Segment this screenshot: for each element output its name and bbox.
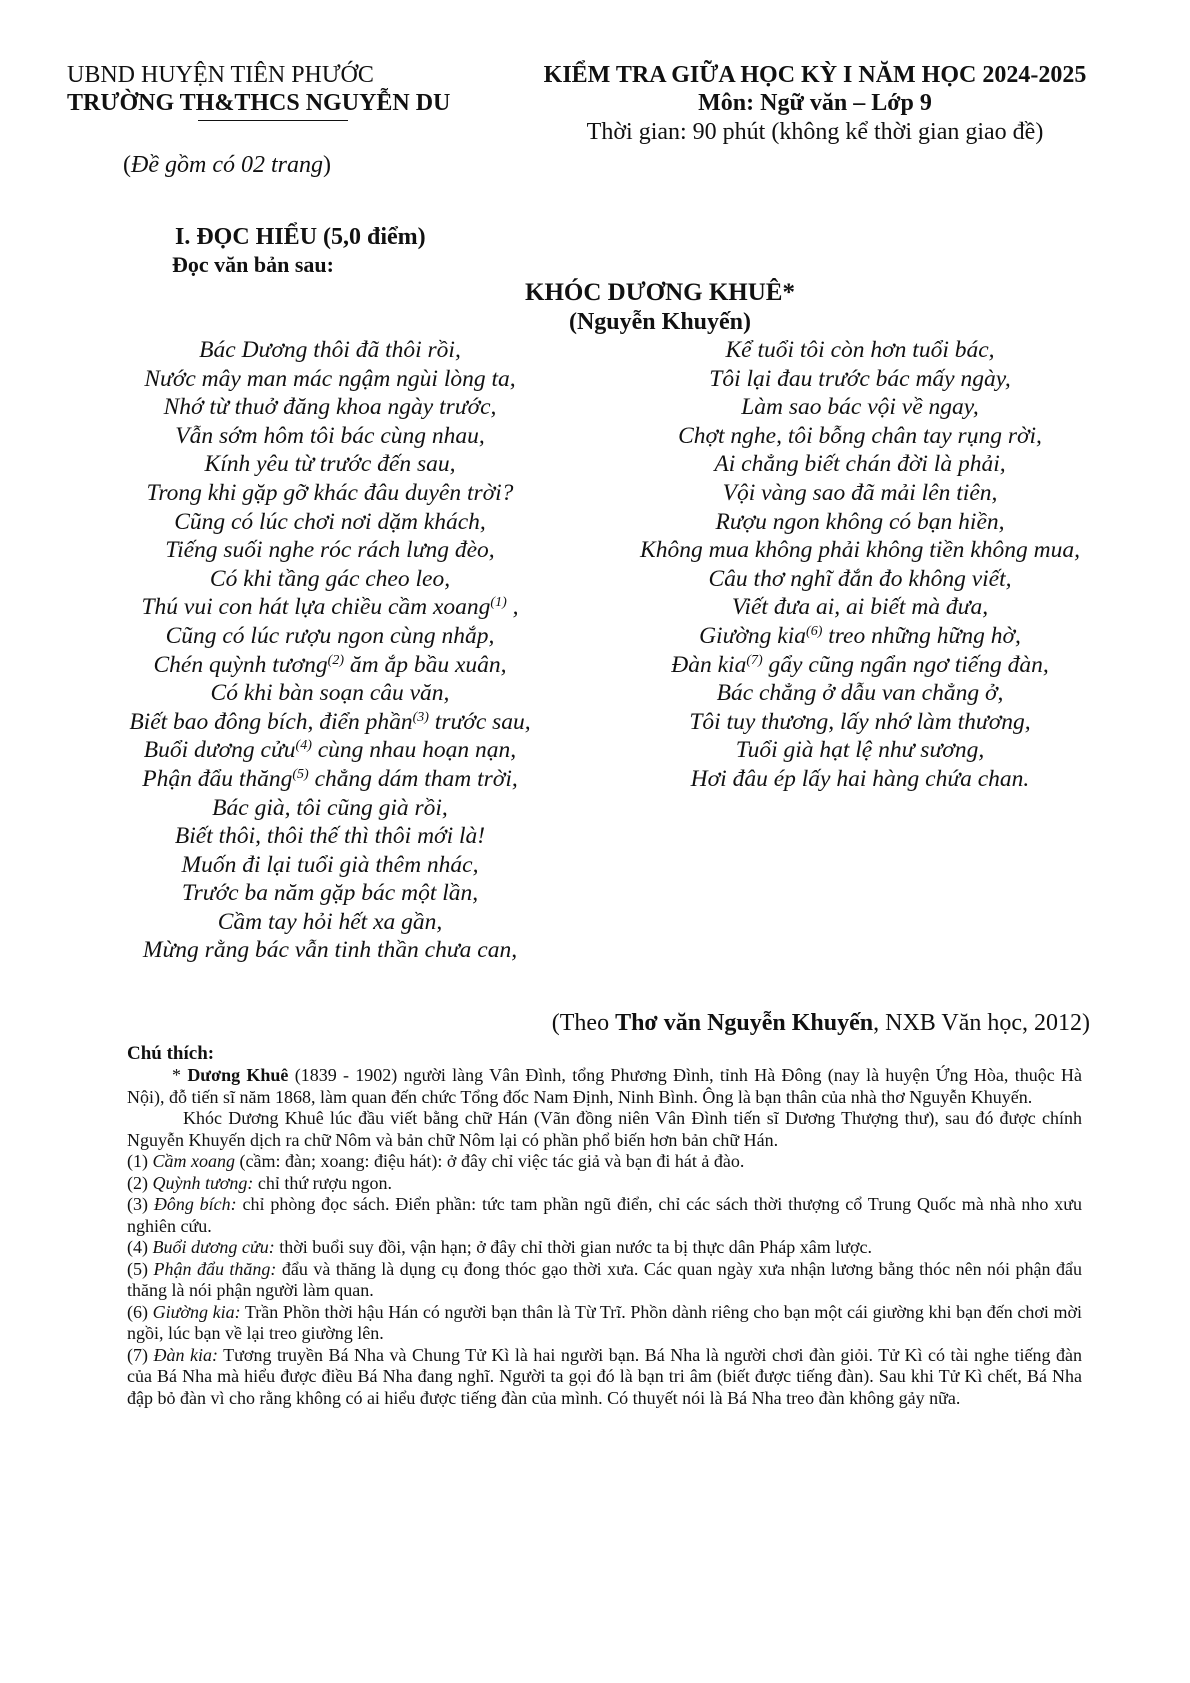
poem-line [590, 593, 1130, 622]
poem-line-text: Biết bao đông bích, điển phần [129, 708, 413, 735]
footnote-item [127, 1345, 1082, 1410]
footnote-term: Đông bích: [153, 1194, 237, 1214]
poem-line-text: Cầm tay hỏi hết xa gần, [217, 908, 443, 935]
poem-line-text: Tuổi già hạt lệ như sương, [735, 737, 985, 764]
note-origin: Khóc Dương Khuê lúc đầu viết bằng chữ Hán (Vãn đồng niên Vân Đình tiến sĩ Dương Thượng thư), sau đó được chính Nguyễn Khuyến dịch ra chữ Nôm và bản chữ Nôm lại có phần phổ biến hơn bản chữ Hán. [127, 1108, 1082, 1150]
footnote-number: (1) [127, 1151, 153, 1171]
poem-line [590, 450, 1130, 479]
section-instruction: Đọc văn bản sau: [172, 252, 334, 277]
poem-line [590, 336, 1130, 365]
poem-line [590, 536, 1130, 565]
note-star-name: Dương Khuê [187, 1065, 289, 1085]
footnote-item [127, 1259, 1082, 1302]
footnote-marker: (1) [490, 595, 507, 611]
poem-line-text: Đàn kia [671, 651, 747, 678]
poem-line-text: Cũng có lúc chơi nơi dặm khách, [174, 508, 486, 535]
poem-line-text: Biết thôi, thôi thế thì thôi mới là! [174, 823, 486, 850]
footnote-marker: (7) [746, 652, 763, 668]
poem-line [590, 422, 1130, 451]
poem-line [40, 851, 620, 880]
poem-line-text: Bác Dương thôi đã thôi rồi, [199, 337, 461, 363]
poem-line [590, 622, 1130, 651]
poem-line-text: Giường kia [699, 622, 807, 649]
footnote-marker: (4) [295, 738, 312, 754]
exam-title: KIỂM TRA GIỮA HỌC KỲ I NĂM HỌC 2024-2025 [543, 62, 1087, 88]
poem-line-text-after: gẩy cũng ngẩn ngơ tiếng đàn, [762, 651, 1049, 678]
footnote-term: Quỳnh tương: [152, 1172, 254, 1193]
poem-line [590, 679, 1130, 708]
poem-column-right [590, 336, 1130, 794]
footnote-term: Phận đẩu thăng: [153, 1258, 277, 1279]
footnote-number: (4) [127, 1237, 153, 1257]
poem-line [40, 479, 620, 508]
poem-line [40, 536, 620, 565]
poem-line-text: Thú vui con hát lựa chiều cầm xoang [141, 594, 491, 621]
poem-line-text: Tiếng suối nghe róc rách lưng đèo, [165, 537, 495, 564]
poem-line [40, 593, 620, 622]
poem-column-left [40, 336, 620, 965]
footnote-item [127, 1151, 1082, 1173]
poem-line-text: Có khi bàn soạn câu văn, [210, 680, 450, 707]
poem-line [40, 936, 620, 965]
source-prefix: (Theo [551, 1010, 616, 1036]
district-name: UBND HUYỆN TIÊN PHƯỚC [67, 62, 374, 88]
poem-line [40, 765, 620, 794]
poem-line-text-after: treo những hững hờ, [822, 622, 1021, 649]
poem-line-text: Làm sao bác vội về ngay, [741, 394, 979, 421]
poem-line-text: Trong khi gặp gỡ khác đâu duyên trời? [146, 479, 514, 506]
footnote-item [127, 1237, 1082, 1259]
poem-line [40, 794, 620, 823]
poem-line-text: Kính yêu từ trước đến sau, [204, 451, 456, 478]
poem-line-text: Nước mây man mác ngậm ngùi lòng ta, [144, 365, 516, 392]
footnote-term: Giường kia: [152, 1301, 241, 1322]
poem-line [40, 908, 620, 937]
notes-block [127, 1065, 1082, 1409]
poem-line-text: Viết đưa ai, ai biết mà đưa, [731, 594, 989, 621]
poem-line [40, 879, 620, 908]
poem-line-text: Phận đẩu thăng [142, 765, 293, 792]
footnote-item [127, 1194, 1082, 1237]
footnote-number: (7) [127, 1344, 154, 1365]
poem-line-text: Bác chẳng ở dẫu van chẳng ở, [716, 680, 1004, 707]
source-suffix: , NXB Văn học, 2012) [873, 1010, 1090, 1036]
poem-line [40, 508, 620, 537]
poem-line [590, 708, 1130, 737]
poem-line [590, 565, 1130, 594]
footnote-text: (cầm: đàn; xoang: điệu hát): ở đây chỉ việc tác giả và bạn đi hát ả đào. [235, 1151, 745, 1171]
poem-line-text-after: chẳng dám tham trời, [308, 765, 518, 792]
footnote-number: (3) [127, 1194, 154, 1214]
poem-line [40, 736, 620, 765]
poem-line-text: Có khi tầng gác cheo leo, [209, 565, 451, 592]
poem-line [590, 393, 1130, 422]
poem-line [40, 679, 620, 708]
poem-source [552, 1008, 1090, 1038]
poem-line-text: Chén quỳnh tương [153, 651, 328, 678]
poem-line-text: Vội vàng sao đã mải lên tiên, [722, 479, 998, 506]
poem-line-text: Bác già, tôi cũng già rồi, [212, 794, 448, 821]
footnote-item [127, 1173, 1082, 1195]
poem-line [590, 365, 1130, 394]
footnote-term: Buổi dương cửu: [152, 1237, 275, 1257]
poem-line-text: Không mua không phải không tiền không mua, [640, 537, 1080, 564]
poem-line-text-after: , [506, 594, 519, 621]
footnote-term: Cầm xoang [152, 1151, 235, 1171]
poem-line-text: Cũng có lúc rượu ngon cùng nhắp, [165, 622, 495, 649]
footnote-text: Tương truyền Bá Nha và Chung Tử Kì là hai người bạn. Bá Nha là người chơi đàn giỏi. Tử Kì có tài nghe tiếng đàn của Bá Nha mà hiểu được điều Bá Nha đang nghĩ. Người ta gọi đó là bạn tri âm (biết được tiếng đàn). Sau khi Tử Kì chết, Bá Nha đập bỏ đàn vì cho rằng không có ai hiểu được tiếng đàn của mình. Có thuyết nói là Bá Nha treo đàn không gảy nữa. [127, 1344, 1082, 1408]
pages-note: (Đề gồm có 02 trang) [123, 152, 331, 178]
poem-line [40, 565, 620, 594]
note-star [127, 1065, 1082, 1108]
poem-line-text: Buổi dương cửu [143, 737, 296, 764]
school-underline [198, 120, 348, 121]
poem-line-text-after: cùng nhau hoạn nạn, [311, 737, 517, 764]
poem-line-text: Vẫn sớm hôm tôi bác cùng nhau, [175, 422, 485, 449]
footnote-item [127, 1302, 1082, 1345]
exam-time: Thời gian: 90 phút (không kể thời gian giao đề) [586, 119, 1044, 145]
note-star-text: (1839 - 1902) người làng Vân Đình, tổng Phương Đình, tỉnh Hà Đông (nay là huyện Ứng Hòa, thuộc Hà Nội), đỗ tiến sĩ năm 1868, làm quan đến chức Tổng đốc Nam Định, Ninh Bình. Ông là bạn thân của nhà thơ Nguyễn Khuyến. [127, 1065, 1082, 1107]
footnote-text: chỉ phòng đọc sách. Điển phần: tức tam phần ngũ điển, chỉ các sách thời thượng cổ Trung Quốc mà nhà nho xưu nghiên cứu. [127, 1194, 1083, 1236]
poem-line [590, 479, 1130, 508]
poem-line [40, 651, 620, 680]
poem-line-text: Kể tuổi tôi còn hơn tuổi bác, [725, 337, 995, 363]
footnote-number: (2) [127, 1172, 153, 1193]
poem-line-text: Muốn đi lại tuổi già thêm nhác, [181, 851, 479, 878]
poem-line-text-after: ăm ắp bầu xuân, [343, 651, 507, 678]
poem-line-text: Ai chẳng biết chán đời là phải, [714, 451, 1006, 478]
pages-note-text: Đề gồm có 02 trang [131, 152, 323, 178]
footnote-text: chỉ thứ rượu ngon. [253, 1172, 392, 1193]
footnote-marker: (2) [327, 652, 344, 668]
footnote-text: đẩu và thăng là dụng cụ đong thóc gạo thời xưa. Các quan ngày xưa nhận lương bằng thóc nên nói phận đẩu thăng là nói phận người làm quan. [127, 1258, 1082, 1300]
poem-line [40, 365, 620, 394]
poem-line [590, 736, 1130, 765]
footnote-term: Đàn kia: [153, 1344, 218, 1365]
poem-line [40, 450, 620, 479]
exam-subject: Môn: Ngữ văn – Lớp 9 [698, 90, 932, 116]
footnote-marker: (6) [806, 623, 823, 639]
school-name: TRƯỜNG TH&THCS NGUYỄN DU [67, 90, 451, 116]
poem-line [40, 708, 620, 737]
notes-heading: Chú thích: [127, 1043, 215, 1064]
poem-line-text: Rượu ngon không có bạn hiền, [715, 508, 1005, 535]
poem-title: KHÓC DƯƠNG KHUÊ* [525, 279, 795, 306]
source-book: Thơ văn Nguyễn Khuyến [615, 1010, 874, 1036]
footnote-number: (5) [127, 1258, 154, 1279]
poem-line [40, 822, 620, 851]
poem-line [590, 508, 1130, 537]
footnote-marker: (3) [412, 709, 429, 725]
poem-line [40, 393, 620, 422]
footnote-marker: (5) [292, 766, 309, 782]
footnote-text: Trần Phồn thời hậu Hán có người bạn thân là Từ Trĩ. Phồn dành riêng cho bạn một cái giường khi bạn đến chơi mời ngồi, lúc bạn về lại treo giường lên. [127, 1301, 1082, 1343]
section-title: I. ĐỌC HIỂU (5,0 điểm) [175, 224, 426, 250]
poem-line-text: Mừng rằng bác vẫn tinh thần chưa can, [142, 937, 518, 964]
poem-line [40, 422, 620, 451]
poem-line-text: Câu thơ nghĩ đắn đo không viết, [708, 565, 1012, 592]
poem-line-text: Trước ba năm gặp bác một lần, [181, 880, 479, 907]
footnote-text: thời buổi suy đồi, vận hạn; ở đây chỉ thời gian nước ta bị thực dân Pháp xâm lược. [274, 1237, 872, 1257]
poem-line [590, 651, 1130, 680]
poem-line-text: Nhớ từ thuở đăng khoa ngày trước, [163, 394, 497, 421]
poem-author: (Nguyễn Khuyến) [568, 309, 752, 335]
footnote-number: (6) [127, 1301, 153, 1322]
poem-line [40, 336, 620, 365]
poem-line [590, 765, 1130, 794]
poem-line [40, 622, 620, 651]
poem-line-text: Hơi đâu ép lấy hai hàng chứa chan. [690, 765, 1030, 792]
poem-line-text: Tôi tuy thương, lấy nhớ làm thương, [689, 708, 1031, 735]
poem-line-text: Tôi lại đau trước bác mấy ngày, [709, 365, 1011, 392]
note-star-lead: * [172, 1065, 188, 1085]
note-items [127, 1151, 1082, 1409]
poem-line-text-after: trước sau, [428, 708, 531, 735]
poem-line-text: Chợt nghe, tôi bỗng chân tay rụng rời, [678, 422, 1042, 449]
